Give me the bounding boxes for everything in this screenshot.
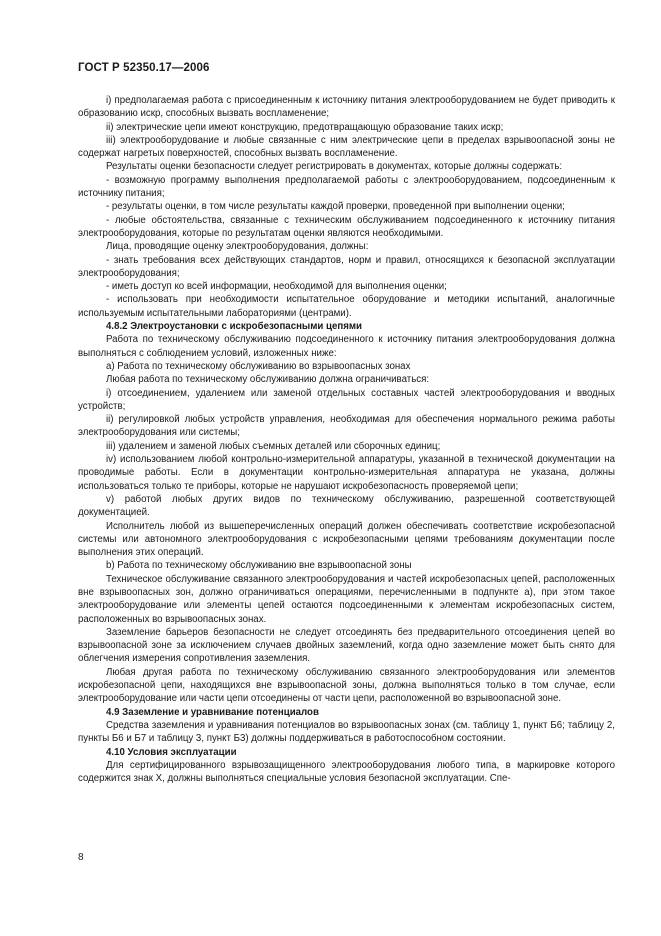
section-heading: 4.10 Условия эксплуатации xyxy=(106,746,237,758)
page-number: 8 xyxy=(78,852,84,863)
paragraph: - использовать при необходимости испытательное оборудование и методики испытаний, аналогичные используемым испытательными лабораториями (центрами). xyxy=(78,294,615,319)
paragraph: iv) использованием любой контрольно-измерительной аппаратуры, указанной в технической документации на проводимые работы. Если в документации контрольно-измерительная аппаратура не указана, должны использоваться только те приборы, которые не нарушают искробезопасность проверяемой цепи; xyxy=(78,454,615,492)
paragraph: Результаты оценки безопасности следует регистрировать в документах, которые должны содержать: xyxy=(106,161,563,173)
section-heading: 4.9 Заземление и уравнивание потенциалов xyxy=(106,706,319,718)
paragraph: ii) электрические цепи имеют конструкцию, предотвращающую образование таких искр; xyxy=(106,121,504,133)
paragraph: Любая работа по техническому обслуживанию должна ограничиваться: xyxy=(106,374,430,386)
paragraph: i) предполагаемая работа с присоединенным к источнику питания электрооборудованием не будет приводить к образованию искр, способных вызвать воспламенение; xyxy=(78,95,615,120)
paragraph: Заземление барьеров безопасности не следует отсоединять без предварительного отсоединения цепей во взрывоопасной зоне за исключением случаев двойных заземлений, когда одно заземление может быть снято для облегчения измерения сопротивления заземления. xyxy=(78,626,615,665)
paragraph: Исполнитель любой из вышеперечисленных операций должен обеспечивать соответствие искробезопасной системы или автономного электрооборудования с искробезопасными цепями требованиям документации после выполнения этих операций. xyxy=(78,520,615,559)
document-body xyxy=(78,94,615,785)
paragraph: Техническое обслуживание связанного электрооборудования и частей искробезопасных цепей, расположенных вне взрывоопасных зон, должно ограничиваться операциями, перечисленными в подпункте а), при этом такое электрооборудование или элементы цепей остаются подсоединенными к элементам искробезопасных систем, расположенных во взрывоопасных зонах. xyxy=(78,573,615,625)
paragraph: Работа по техническому обслуживанию подсоединенного к источнику питания электрооборудования должна выполняться с соблюдением условий, изложенных ниже: xyxy=(78,334,615,359)
paragraph: - возможную программу выполнения предполагаемой работы с электрооборудованием, подсоединенным к источнику питания; xyxy=(78,174,615,200)
paragraph: - результаты оценки, в том числе результаты каждой проверки, проведенной при выполнении оценки; xyxy=(106,201,565,213)
paragraph: - знать требования всех действующих стандартов, норм и правил, относящихся к безопасной эксплуатации электрооборудования; xyxy=(78,254,615,279)
paragraph: Любая другая работа по техническому обслуживанию связанного электрооборудования или элементов искробезопасной цепи, находящихся вне взрывоопасной зоны, должна выполняться только в том случае, если электрооборудование или части цепи отсоединены от части цепи, расположенной во взрывоопасной зоне. xyxy=(78,666,615,705)
paragraph: Для сертифицированного взрывозащищенного электрооборудования любого типа, в маркировке которого содержится знак X, должны выполняться специальные условия безопасной эксплуатации. Спе- xyxy=(78,759,615,785)
paragraph: a) Работа по техническому обслуживанию во взрывоопасных зонах xyxy=(106,360,411,372)
paragraph: i) отсоединением, удалением или заменой отдельных составных частей электрооборудования и вводных устройств; xyxy=(78,387,615,412)
paragraph: - иметь доступ ко всей информации, необходимой для выполнения оценки; xyxy=(106,281,447,293)
paragraph: iii) удалением и заменой любых съемных деталей или сборочных единиц; xyxy=(106,440,441,452)
document-header: ГОСТ Р 52350.17—2006 xyxy=(78,62,210,74)
paragraph: iii) электрооборудование и любые связанные с ним электрические цепи в пределах взрывоопасной зоны не содержат нагретых поверхностей, способных вызвать воспламенение. xyxy=(78,134,615,160)
paragraph: Средства заземления и уравнивания потенциалов во взрывоопасных зонах (см. таблицу 1, пункт Б6; таблицу 2, пункты Б6 и Б7 и таблицу 3, пункт Б3) должны поддерживаться в работоспособном состоянии. xyxy=(78,719,615,745)
paragraph: ii) регулировкой любых устройств управления, необходимая для обеспечения нормального режима работы электрооборудования или системы; xyxy=(78,414,615,439)
section-heading: 4.8.2 Электроустановки с искробезопасными цепями xyxy=(106,321,362,333)
paragraph: v) работой любых других видов по техническому обслуживанию, разрешенной соответствующей документацией. xyxy=(78,493,615,519)
paragraph: - любые обстоятельства, связанные с техническим обслуживанием подсоединенного к источнику питания электрооборудования, которые по результатам оценки являются необходимыми. xyxy=(78,214,615,239)
paragraph: b) Работа по техническому обслуживанию вне взрывоопасной зоны xyxy=(106,560,412,572)
paragraph: Лица, проводящие оценку электрооборудования, должны: xyxy=(106,241,369,253)
